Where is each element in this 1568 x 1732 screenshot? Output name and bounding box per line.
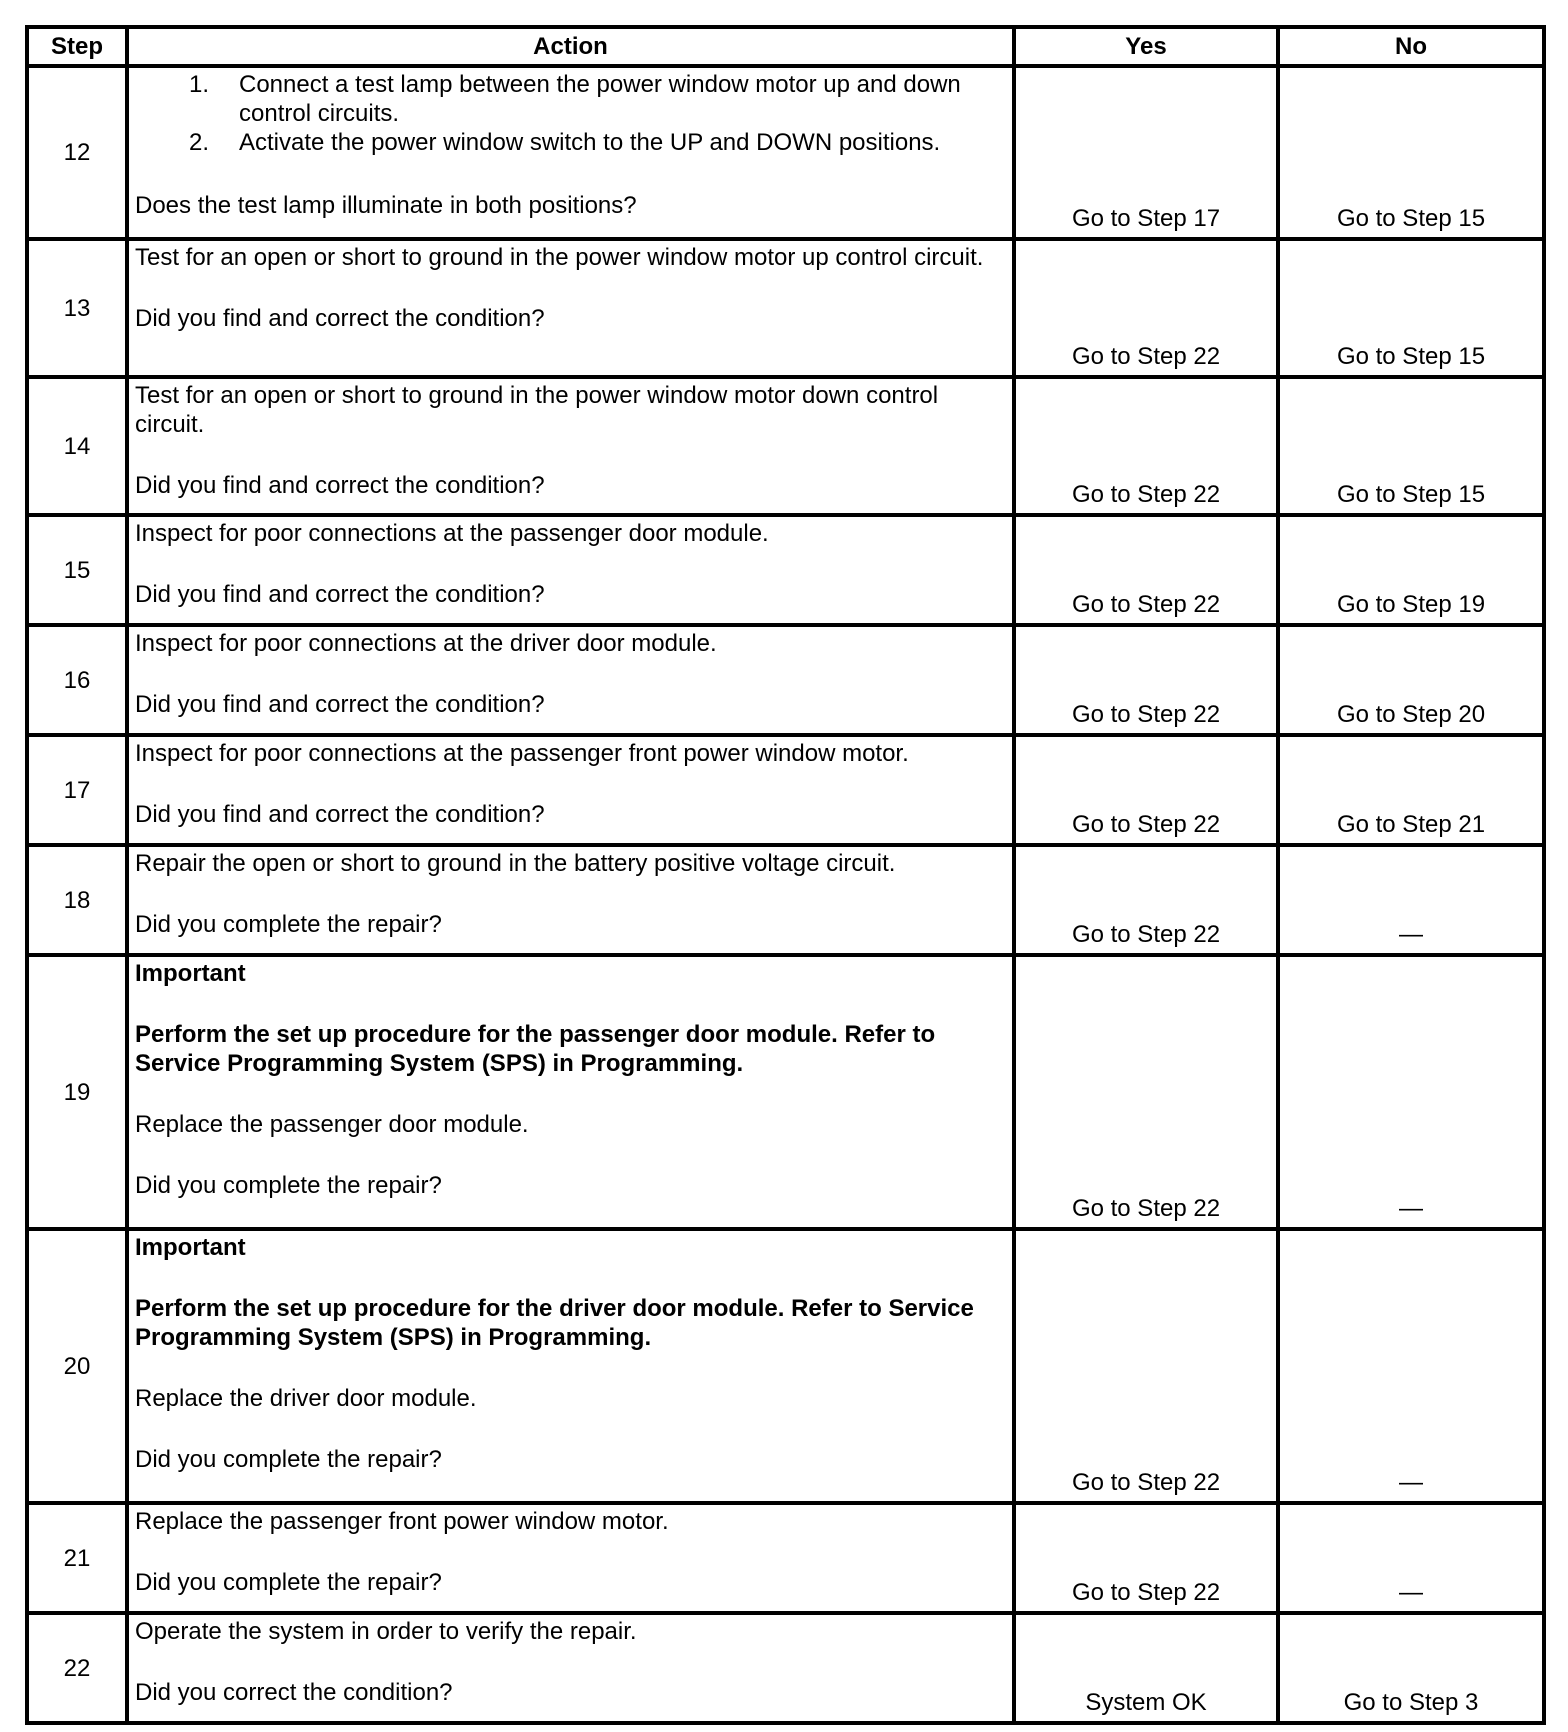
no-result: Go to Step 15	[1278, 66, 1544, 239]
action-question: Did you find and correct the condition?	[135, 305, 545, 332]
action-cell	[127, 239, 1014, 377]
column-header-action: Action	[127, 27, 1014, 66]
yes-result: Go to Step 22	[1014, 735, 1278, 845]
no-result: —	[1278, 1503, 1544, 1613]
procedure-list-item	[135, 128, 1006, 157]
action-cell	[127, 845, 1014, 955]
action-question: Did you find and correct the condition?	[135, 691, 545, 718]
action-instruction: Inspect for poor connections at the driver door module.	[135, 630, 717, 657]
step-number: 15	[27, 515, 127, 625]
action-question: Did you find and correct the condition?	[135, 472, 545, 499]
action-cell	[127, 515, 1014, 625]
no-result: Go to Step 15	[1278, 377, 1544, 515]
action-question: Did you complete the repair?	[135, 1569, 442, 1596]
diagnostic-table	[25, 25, 1546, 1725]
no-result: Go to Step 19	[1278, 515, 1544, 625]
list-item-text: Activate the power window switch to the UP and DOWN positions.	[239, 129, 941, 156]
list-item-text: Connect a test lamp between the power window motor up and down control circuits.	[239, 71, 961, 127]
action-cell	[127, 1229, 1014, 1503]
table-row-step-20	[27, 1229, 1544, 1503]
action-instruction: Test for an open or short to ground in the power window motor down control circuit.	[135, 382, 939, 438]
action-question: Did you complete the repair?	[135, 1172, 442, 1199]
table-row-step-22	[27, 1613, 1544, 1723]
action-instruction: Repair the open or short to ground in the battery positive voltage circuit.	[135, 850, 896, 877]
yes-result: Go to Step 22	[1014, 1503, 1278, 1613]
action-question: Did you find and correct the condition?	[135, 581, 545, 608]
table-row-step-16	[27, 625, 1544, 735]
list-item-number: 2.	[188, 129, 209, 156]
action-cell	[127, 625, 1014, 735]
yes-result: Go to Step 17	[1014, 66, 1278, 239]
yes-result: Go to Step 22	[1014, 239, 1278, 377]
action-question: Does the test lamp illuminate in both positions?	[135, 192, 637, 219]
no-result: Go to Step 21	[1278, 735, 1544, 845]
diagnostic-table-container	[25, 25, 1542, 1725]
table-row-step-12	[27, 66, 1544, 239]
step-number: 19	[27, 955, 127, 1229]
step-number: 21	[27, 1503, 127, 1613]
yes-result: Go to Step 22	[1014, 515, 1278, 625]
table-row-step-14	[27, 377, 1544, 515]
action-instruction: Replace the passenger door module.	[135, 1111, 529, 1138]
important-note: Perform the set up procedure for the passenger door module. Refer to Service Programming System (SPS) in Programming.	[135, 1021, 936, 1077]
yes-result: System OK	[1014, 1613, 1278, 1723]
procedure-list	[135, 70, 1006, 157]
yes-result: Go to Step 22	[1014, 625, 1278, 735]
step-number: 17	[27, 735, 127, 845]
step-number: 12	[27, 66, 127, 239]
action-question: Did you find and correct the condition?	[135, 801, 545, 828]
action-instruction: Inspect for poor connections at the passenger front power window motor.	[135, 740, 909, 767]
action-cell	[127, 66, 1014, 239]
action-cell	[127, 735, 1014, 845]
table-row-step-13	[27, 239, 1544, 377]
procedure-list-item	[135, 70, 1006, 128]
table-row-step-17	[27, 735, 1544, 845]
table-row-step-21	[27, 1503, 1544, 1613]
action-question: Did you complete the repair?	[135, 1446, 442, 1473]
action-cell	[127, 377, 1014, 515]
important-heading: Important	[135, 1234, 246, 1261]
header-row	[27, 27, 1544, 66]
important-note: Perform the set up procedure for the driver door module. Refer to Service Programming System (SPS) in Programming.	[135, 1295, 974, 1351]
action-instruction: Replace the passenger front power window motor.	[135, 1508, 669, 1535]
column-header-yes: Yes	[1014, 27, 1278, 66]
yes-result: Go to Step 22	[1014, 377, 1278, 515]
action-question: Did you correct the condition?	[135, 1679, 453, 1706]
step-number: 22	[27, 1613, 127, 1723]
action-instruction: Inspect for poor connections at the passenger door module.	[135, 520, 769, 547]
no-result: Go to Step 20	[1278, 625, 1544, 735]
table-row-step-19	[27, 955, 1544, 1229]
table-row-step-15	[27, 515, 1544, 625]
column-header-no: No	[1278, 27, 1544, 66]
step-number: 18	[27, 845, 127, 955]
action-instruction: Test for an open or short to ground in the power window motor up control circuit.	[135, 244, 984, 271]
no-result: Go to Step 3	[1278, 1613, 1544, 1723]
action-cell	[127, 1613, 1014, 1723]
yes-result: Go to Step 22	[1014, 845, 1278, 955]
column-header-step: Step	[27, 27, 127, 66]
step-number: 14	[27, 377, 127, 515]
no-result: —	[1278, 955, 1544, 1229]
list-item-number: 1.	[188, 71, 209, 98]
action-instruction: Operate the system in order to verify the repair.	[135, 1618, 637, 1645]
step-number: 16	[27, 625, 127, 735]
yes-result: Go to Step 22	[1014, 1229, 1278, 1503]
yes-result: Go to Step 22	[1014, 955, 1278, 1229]
action-question: Did you complete the repair?	[135, 911, 442, 938]
action-cell	[127, 1503, 1014, 1613]
action-cell	[127, 955, 1014, 1229]
action-instruction: Replace the driver door module.	[135, 1385, 477, 1412]
no-result: —	[1278, 845, 1544, 955]
step-number: 13	[27, 239, 127, 377]
important-heading: Important	[135, 960, 246, 987]
no-result: —	[1278, 1229, 1544, 1503]
no-result: Go to Step 15	[1278, 239, 1544, 377]
step-number: 20	[27, 1229, 127, 1503]
table-row-step-18	[27, 845, 1544, 955]
